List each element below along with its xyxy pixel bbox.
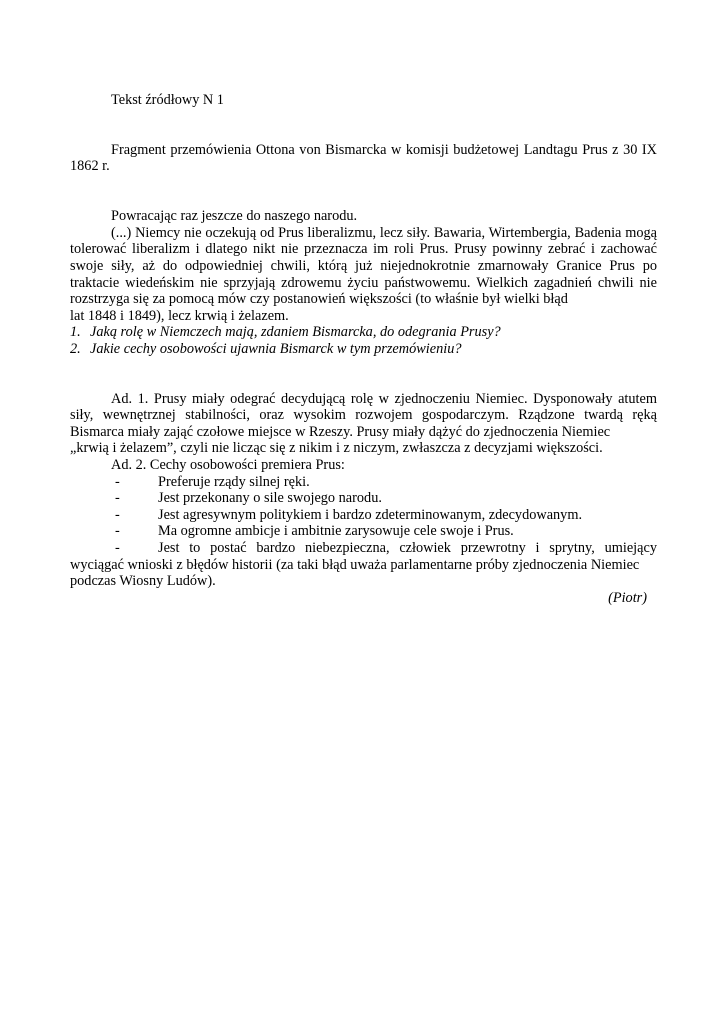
question-text: Jaką rolę w Niemczech mają, zdaniem Bismarcka, do odegrania Prusy? [90, 324, 501, 341]
source-intro: Fragment przemówienia Ottona von Bismarcka w komisji budżetowej Landtagu Prus z 30 IX 1862 r. [70, 141, 657, 175]
dash-marker: - [115, 540, 120, 557]
trait-text: Jest przekonany o sile swojego narodu. [158, 490, 382, 507]
dash-marker: - [115, 523, 120, 540]
trait-item [70, 474, 657, 491]
question-list [70, 324, 657, 357]
trait-item-long [70, 540, 657, 590]
trait-text: Jest to postać bardzo niebezpieczna, człowiek przewrotny i sprytny, umiejący [158, 540, 657, 557]
question-number: 1. [70, 324, 81, 341]
document-page [70, 92, 657, 606]
question-number: 2. [70, 340, 81, 357]
speech-opening: Powracając raz jeszcze do naszego narodu. [111, 208, 358, 225]
author-signature: (Piotr) [608, 589, 647, 606]
speech-tail: lat 1848 i 1849), lecz krwią i żelazem. [70, 307, 289, 324]
question-item [70, 324, 657, 341]
trait-item [70, 507, 657, 524]
dash-marker: - [115, 506, 120, 523]
question-item [70, 341, 657, 358]
trait-item [70, 490, 657, 507]
trait-item [70, 523, 657, 540]
trait-text-continued: wyciągać wnioski z błędów historii (za taki błąd uważa parlamentarne próby zjednoczenia Niemiec podczas Wiosny Ludów). [70, 556, 640, 590]
answer-1-tail: „krwią i żelazem”, czyli nie licząc się z nikim i z niczym, zwłaszcza z decyzjami większości. [70, 440, 603, 457]
dash-marker: - [115, 473, 120, 490]
trait-first-line [70, 540, 657, 557]
trait-text: Preferuje rządy silnej ręki. [158, 473, 310, 490]
trait-text: Ma ogromne ambicje i ambitnie zarysowuje cele swoje i Prus. [158, 523, 514, 540]
answer-1: Ad. 1. Prusy miały odegrać decydującą rolę w zjednoczeniu Niemiec. Dysponowały atutem siły, wewnętrznej stabilności, oraz wysokim rozwojem gospodarczym. Rządzone twardą ręką Bismarca miały zająć czołowe miejsce w Rzeszy. Prusy miały dążyć do zjednoczenia Niemiec [70, 390, 657, 440]
question-text: Jakie cechy osobowości ujawnia Bismarck w tym przemówieniu? [90, 340, 462, 357]
trait-text: Jest agresywnym politykiem i bardzo zdeterminowanym, zdecydowanym. [158, 506, 583, 523]
answer-2-heading: Ad. 2. Cechy osobowości premiera Prus: [111, 457, 345, 474]
dash-marker: - [115, 490, 120, 507]
document-title: Tekst źródłowy N 1 [111, 92, 224, 108]
speech-body: (...) Niemcy nie oczekują od Prus liberalizmu, lecz siły. Bawaria, Wirtembergia, Badenia mogą tolerować liberalizm i dlatego nikt nie przeznacza im roli Prus. Prusy powinny zebrać i zachować swoje siły, aż do odpowiedniej chwili, którą już niejednokrotnie zmarnowały Granice Prus po traktacie wiedeńskim nie sprzyjają zdrowemu życiu państwowemu. Wielkich zagadnień chwili nie rozstrzyga się za pomocą mów czy postanowień większości (to właśnie był wielki błąd [70, 224, 657, 308]
